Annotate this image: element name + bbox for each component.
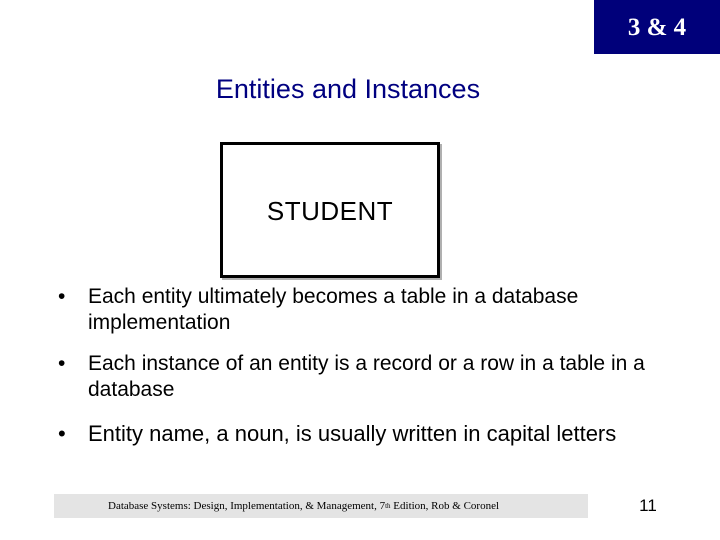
footer-text-rest: Edition, Rob & Coronel xyxy=(390,500,500,512)
bullet-marker: • xyxy=(58,352,66,375)
bullet-item xyxy=(58,284,658,336)
entity-label: STUDENT xyxy=(266,195,394,226)
footer-citation xyxy=(54,494,588,518)
entity-box xyxy=(220,142,440,278)
bullet-text: Each instance of an entity is a record or a row in a table in a database xyxy=(88,352,645,401)
bullet-marker: • xyxy=(58,285,66,308)
footer-text-superscript: th xyxy=(385,502,391,510)
footer-text-main: Database Systems: Design, Implementation, & Management, 7 xyxy=(108,500,386,512)
page-number: 11 xyxy=(639,496,657,515)
bullet-item xyxy=(58,351,658,403)
slide-title: Entities and Instances xyxy=(215,74,481,104)
bullet-text: Entity name, a noun, is usually written in capital letters xyxy=(88,421,617,446)
bullet-item xyxy=(58,420,658,448)
bullet-marker: • xyxy=(58,421,66,446)
bullet-text: Each entity ultimately becomes a table in a database implementation xyxy=(88,285,579,334)
section-badge: 3 & 4 xyxy=(594,0,720,54)
